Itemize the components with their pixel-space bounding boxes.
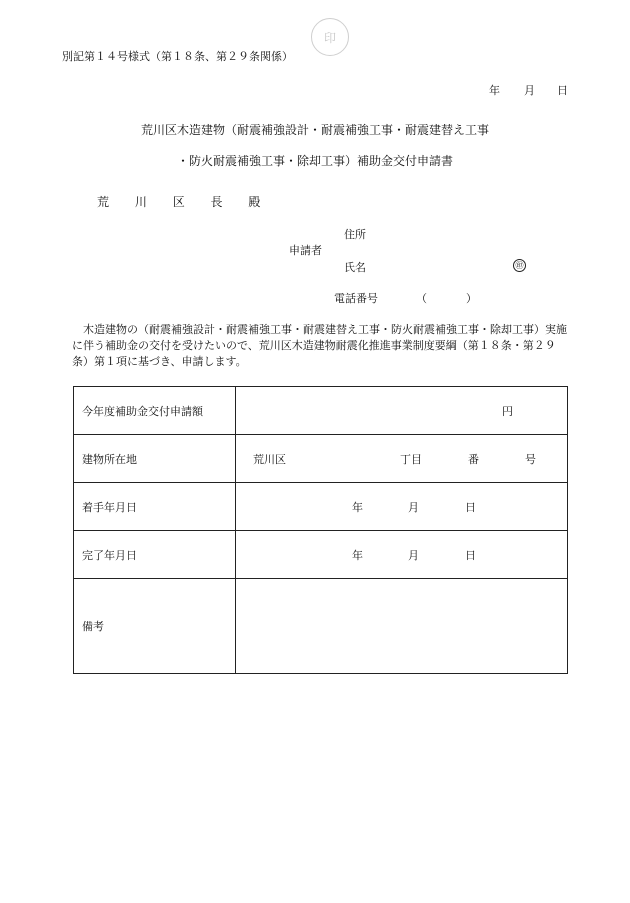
table-row-location bbox=[74, 435, 568, 483]
remarks-label: 備考 bbox=[74, 579, 236, 674]
table-row-amount bbox=[74, 387, 568, 435]
addressee-char: 長 bbox=[210, 195, 223, 209]
start-date-value-cell[interactable] bbox=[236, 483, 568, 531]
location-chome: 丁目 bbox=[400, 452, 422, 466]
location-label: 建物所在地 bbox=[74, 435, 236, 483]
remarks-value-cell[interactable] bbox=[236, 579, 568, 674]
phone-label: 電話番号 bbox=[334, 292, 378, 305]
end-date-day: 日 bbox=[465, 548, 476, 562]
amount-unit: 円 bbox=[502, 404, 513, 418]
location-ban: 番 bbox=[468, 452, 479, 466]
document-title-line2: ・防火耐震補強工事・除却工事）補助金交付申請書 bbox=[176, 154, 453, 168]
stamp-placeholder-text: 印 bbox=[323, 30, 336, 45]
table-row-end-date bbox=[74, 531, 568, 579]
amount-value-cell[interactable] bbox=[236, 387, 568, 435]
location-value-cell[interactable] bbox=[236, 435, 568, 483]
end-date-year: 年 bbox=[352, 548, 363, 562]
start-date-month: 月 bbox=[408, 500, 419, 514]
application-table bbox=[73, 386, 568, 674]
end-date-month: 月 bbox=[408, 548, 419, 562]
applicant-label: 申請者 bbox=[289, 244, 322, 257]
amount-label: 今年度補助金交付申請額 bbox=[74, 387, 236, 435]
addressee-char: 荒 bbox=[97, 195, 110, 209]
start-date-year: 年 bbox=[352, 500, 363, 514]
start-date-label: 着手年月日 bbox=[74, 483, 236, 531]
table-row-remarks bbox=[74, 579, 568, 674]
end-date-label: 完了年月日 bbox=[74, 531, 236, 579]
addressee-char: 川 bbox=[134, 195, 147, 209]
header-date-month: 月 bbox=[524, 84, 535, 97]
phone-paren-open: （ bbox=[416, 292, 427, 305]
document-title-line1: 荒川区木造建物（耐震補強設計・耐震補強工事・耐震建替え工事 bbox=[140, 123, 489, 137]
addressee-char: 殿 bbox=[248, 195, 261, 209]
location-go: 号 bbox=[525, 452, 536, 466]
addressee-char: 区 bbox=[172, 195, 185, 209]
name-label: 氏名 bbox=[344, 261, 366, 274]
location-ward: 荒川区 bbox=[253, 452, 286, 466]
end-date-value-cell[interactable] bbox=[236, 531, 568, 579]
application-statement: 木造建物の（耐震補強設計・耐震補強工事・耐震建替え工事・防火耐震補強工事・除却工事）実施に伴う補助金の交付を受けたいので、荒川区木造建物耐震化推進事業制度要綱（第１８条・第２９条）第１項に基づき、申請します。 bbox=[72, 323, 567, 368]
addressee bbox=[97, 193, 282, 210]
header-date-year: 年 bbox=[489, 84, 500, 97]
address-label: 住所 bbox=[344, 228, 366, 241]
start-date-day: 日 bbox=[465, 500, 476, 514]
phone-paren-close: ） bbox=[466, 292, 477, 305]
seal-mark: ㊞ bbox=[513, 259, 526, 272]
table-row-start-date bbox=[74, 483, 568, 531]
stamp-placeholder bbox=[311, 18, 349, 56]
form-reference: 別記第１４号様式（第１８条、第２９条関係） bbox=[62, 50, 293, 63]
header-date-day: 日 bbox=[557, 84, 568, 97]
